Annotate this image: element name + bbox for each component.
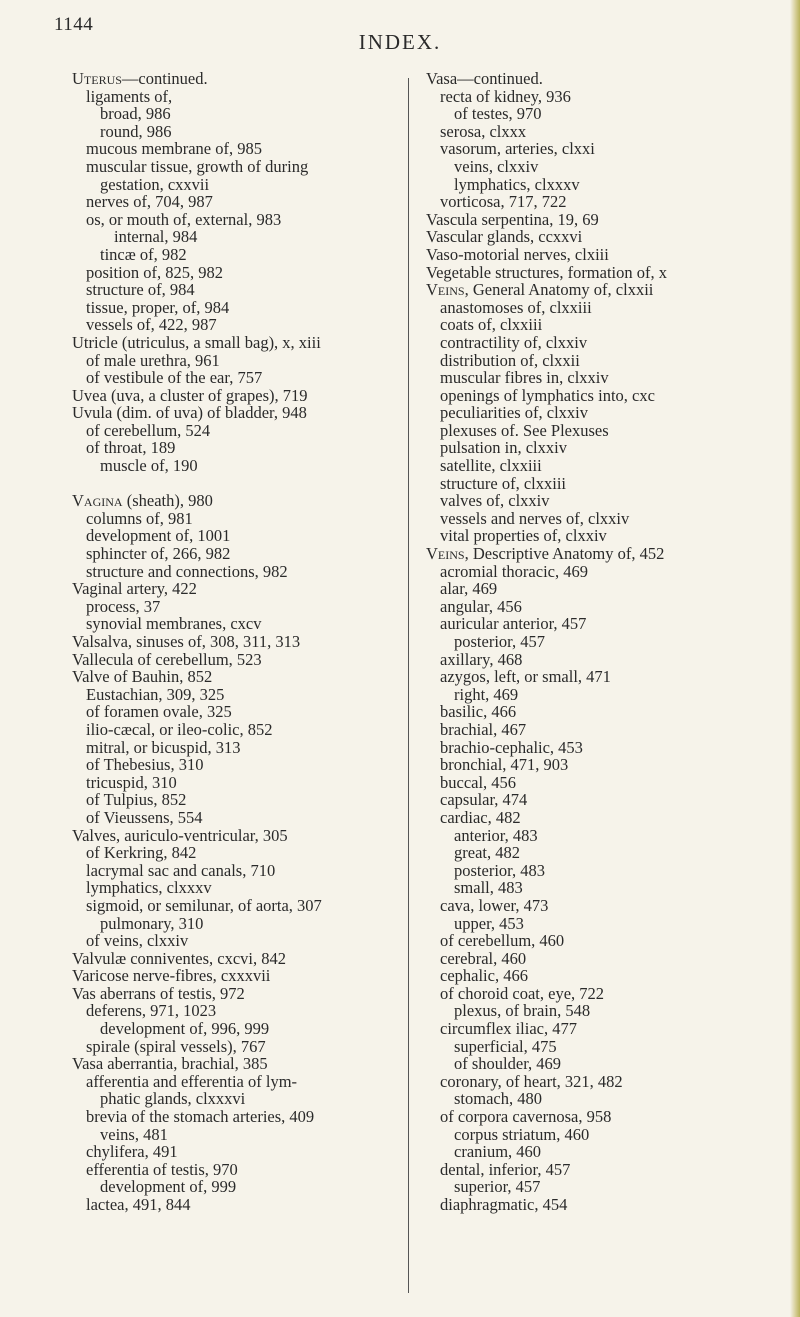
index-subentry: auricular anterior, 457 xyxy=(440,614,587,634)
index-subentry: internal, 984 xyxy=(114,227,198,247)
index-heading: Veins, Descriptive Anatomy of, 452 xyxy=(426,544,665,564)
index-subentry: recta of kidney, 936 xyxy=(440,86,571,106)
index-subentry: brachio-cephalic, 453 xyxy=(440,737,583,757)
index-subentry: cephalic, 466 xyxy=(440,966,528,986)
index-subentry: dental, inferior, 457 xyxy=(440,1159,571,1179)
index-subentry: mucous membrane of, 985 xyxy=(86,139,262,159)
index-subentry: of testes, 970 xyxy=(454,104,542,124)
index-subentry: plexuses of. See Plexuses xyxy=(440,420,609,440)
index-subentry: circumflex iliac, 477 xyxy=(440,1019,577,1039)
index-subentry: superficial, 475 xyxy=(454,1036,557,1056)
index-subentry: muscular fibres in, clxxiv xyxy=(440,368,609,388)
index-subentry: coats of, clxxiii xyxy=(440,315,543,335)
index-subentry: capsular, 474 xyxy=(440,790,528,810)
index-subentry: serosa, clxxx xyxy=(440,121,527,141)
index-subentry: brevia of the stomach arteries, 409 xyxy=(86,1107,315,1127)
index-subentry: of throat, 189 xyxy=(86,438,176,458)
index-subentry: of Vieussens, 554 xyxy=(86,807,203,827)
index-heading: Vaginal artery, 422 xyxy=(72,579,197,599)
index-subentry: ilio-cæcal, or ileo-colic, 852 xyxy=(86,719,273,739)
index-subentry: anterior, 483 xyxy=(454,825,538,845)
index-subentry: posterior, 483 xyxy=(454,860,545,880)
index-subentry: cranium, 460 xyxy=(454,1142,542,1162)
index-subentry: peculiarities of, clxxiv xyxy=(440,403,588,423)
index-subentry: axillary, 468 xyxy=(440,649,523,669)
index-subentry: tricuspid, 310 xyxy=(86,772,177,792)
page-edge xyxy=(790,0,800,1317)
index-column-right xyxy=(426,70,776,1214)
index-subentry: phatic glands, clxxxvi xyxy=(100,1089,246,1109)
index-subentry: gestation, cxxvii xyxy=(100,174,210,194)
index-subentry: structure of, 984 xyxy=(86,280,195,300)
index-subentry: corpus striatum, 460 xyxy=(454,1124,590,1144)
entry-spacer xyxy=(72,475,392,493)
index-subentry: mitral, or bicuspid, 313 xyxy=(86,737,241,757)
index-subentry: sigmoid, or semilunar, of aorta, 307 xyxy=(86,895,322,915)
index-subentry: of vestibule of the ear, 757 xyxy=(86,368,263,388)
index-heading: Valves, auriculo-ventricular, 305 xyxy=(72,825,288,845)
index-subentry: round, 986 xyxy=(100,121,172,141)
index-heading: Uterus—continued. xyxy=(72,69,208,88)
index-subentry: great, 482 xyxy=(454,843,520,863)
index-subentry: ligaments of, xyxy=(86,86,173,106)
index-subentry: efferentia of testis, 970 xyxy=(86,1159,238,1179)
index-heading: Vascula serpentina, 19, 69 xyxy=(426,209,599,229)
index-subentry: of veins, clxxiv xyxy=(86,931,189,951)
index-heading: Vegetable structures, formation of, x xyxy=(426,262,668,282)
index-subentry: broad, 986 xyxy=(100,104,171,124)
index-subentry: small, 483 xyxy=(454,878,523,898)
index-subentry: plexus, of brain, 548 xyxy=(454,1001,591,1021)
index-subentry: valves of, clxxiv xyxy=(440,491,550,511)
index-subentry: development of, 999 xyxy=(100,1177,237,1197)
index-subentry: of shoulder, 469 xyxy=(454,1054,562,1074)
index-heading: Vascular glands, ccxxvi xyxy=(426,227,583,247)
index-subentry: deferens, 971, 1023 xyxy=(86,1001,217,1021)
index-subentry: vessels of, 422, 987 xyxy=(86,315,217,335)
index-subentry: veins, 481 xyxy=(100,1124,168,1144)
index-subentry: distribution of, clxxii xyxy=(440,350,580,370)
index-heading: Vallecula of cerebellum, 523 xyxy=(72,649,262,669)
index-subentry: openings of lymphatics into, cxc xyxy=(440,385,655,405)
index-subentry: of Tulpius, 852 xyxy=(86,790,187,810)
index-subentry: os, or mouth of, external, 983 xyxy=(86,209,282,229)
index-subentry: lymphatics, clxxxv xyxy=(86,878,212,898)
page-header xyxy=(0,10,800,54)
index-subentry: synovial membranes, cxcv xyxy=(86,614,262,634)
index-subentry: acromial thoracic, 469 xyxy=(440,561,588,581)
index-subentry: spirale (spiral vessels), 767 xyxy=(86,1036,266,1056)
index-subentry: diaphragmatic, 454 xyxy=(440,1195,568,1214)
index-subentry: basilic, 466 xyxy=(440,702,517,722)
index-subentry: sphincter of, 266, 982 xyxy=(86,544,231,564)
page-number: 1144 xyxy=(54,14,94,35)
index-subentry: anastomoses of, clxxiii xyxy=(440,297,592,317)
index-subentry: development of, 996, 999 xyxy=(100,1019,270,1039)
index-subentry: stomach, 480 xyxy=(454,1089,542,1109)
index-heading: Vaso-motorial nerves, clxiii xyxy=(426,244,609,264)
index-column-left xyxy=(72,70,392,1214)
index-subentry: of cerebellum, 460 xyxy=(440,931,565,951)
index-subentry: pulmonary, 310 xyxy=(100,913,204,933)
index-subentry: satellite, clxxiii xyxy=(440,456,542,476)
index-subentry: of cerebellum, 524 xyxy=(86,420,211,440)
index-subentry: pulsation in, clxxiv xyxy=(440,438,567,458)
index-subentry: right, 469 xyxy=(454,684,519,704)
index-subentry: cerebral, 460 xyxy=(440,948,527,968)
index-subentry: angular, 456 xyxy=(440,596,522,616)
index-subentry: of corpora cavernosa, 958 xyxy=(440,1107,612,1127)
index-subentry: brachial, 467 xyxy=(440,719,527,739)
index-subentry: process, 37 xyxy=(86,596,161,616)
index-subentry: of foramen ovale, 325 xyxy=(86,702,232,722)
index-heading: Valvulæ conniventes, cxcvi, 842 xyxy=(72,948,287,968)
index-subentry: columns of, 981 xyxy=(86,508,193,528)
index-subentry: cava, lower, 473 xyxy=(440,895,549,915)
index-subentry: afferentia and efferentia of lym- xyxy=(86,1071,298,1091)
index-subentry: vasorum, arteries, clxxi xyxy=(440,139,595,159)
index-subentry: upper, 453 xyxy=(454,913,524,933)
index-heading: Vagina (sheath), 980 xyxy=(72,491,213,511)
index-subentry: of Kerkring, 842 xyxy=(86,843,197,863)
index-subentry: buccal, 456 xyxy=(440,772,517,792)
index-heading: Veins, General Anatomy of, clxxii xyxy=(426,280,654,300)
index-subentry: of choroid coat, eye, 722 xyxy=(440,983,605,1003)
index-heading: Vas aberrans of testis, 972 xyxy=(72,983,245,1003)
index-subentry: of Thebesius, 310 xyxy=(86,755,204,775)
index-heading: Valsalva, sinuses of, 308, 311, 313 xyxy=(72,632,301,651)
index-heading: Valve of Bauhin, 852 xyxy=(72,667,213,687)
index-subentry: lymphatics, clxxxv xyxy=(454,174,580,194)
index-subentry: lactea, 491, 844 xyxy=(86,1195,191,1214)
index-subentry: veins, clxxiv xyxy=(454,156,539,176)
index-subentry: muscular tissue, growth of during xyxy=(86,156,309,176)
index-subentry: azygos, left, or small, 471 xyxy=(440,667,611,687)
index-subentry: bronchial, 471, 903 xyxy=(440,755,569,775)
index-subentry: nerves of, 704, 987 xyxy=(86,192,213,212)
index-heading: Utricle (utriculus, a small bag), x, xiii xyxy=(72,332,321,352)
index-heading: Uvula (dim. of uva) of bladder, 948 xyxy=(72,403,307,423)
index-subentry: posterior, 457 xyxy=(454,632,545,651)
index-subentry: chylifera, 491 xyxy=(86,1142,178,1162)
index-subentry: structure of, clxxiii xyxy=(440,473,567,493)
index-subentry: development of, 1001 xyxy=(86,526,231,546)
index-subentry: structure and connections, 982 xyxy=(86,561,288,581)
index-heading: Varicose nerve-fibres, cxxxvii xyxy=(72,966,271,986)
index-subentry: superior, 457 xyxy=(454,1177,541,1197)
column-divider xyxy=(408,78,409,1293)
index-heading: Uvea (uva, a cluster of grapes), 719 xyxy=(72,385,308,405)
index-subentry: alar, 469 xyxy=(440,579,498,599)
index-subentry: contractility of, clxxiv xyxy=(440,332,588,352)
running-head: INDEX. xyxy=(358,30,442,54)
index-subentry: cardiac, 482 xyxy=(440,807,521,827)
index-heading: Vasa aberrantia, brachial, 385 xyxy=(72,1054,268,1074)
index-subentry: muscle of, 190 xyxy=(100,456,198,476)
index-subentry: vessels and nerves of, clxxiv xyxy=(440,508,630,528)
index-heading: Vasa—continued. xyxy=(426,69,543,88)
index-subentry: vorticosa, 717, 722 xyxy=(440,192,567,212)
index-subentry: Eustachian, 309, 325 xyxy=(86,684,225,704)
index-subentry: lacrymal sac and canals, 710 xyxy=(86,860,276,880)
index-subentry: position of, 825, 982 xyxy=(86,262,224,282)
index-subentry: coronary, of heart, 321, 482 xyxy=(440,1071,623,1091)
index-subentry: vital properties of, clxxiv xyxy=(440,526,607,546)
index-subentry: tincæ of, 982 xyxy=(100,244,187,264)
index-subentry: of male urethra, 961 xyxy=(86,350,220,370)
index-subentry: tissue, proper, of, 984 xyxy=(86,297,230,317)
